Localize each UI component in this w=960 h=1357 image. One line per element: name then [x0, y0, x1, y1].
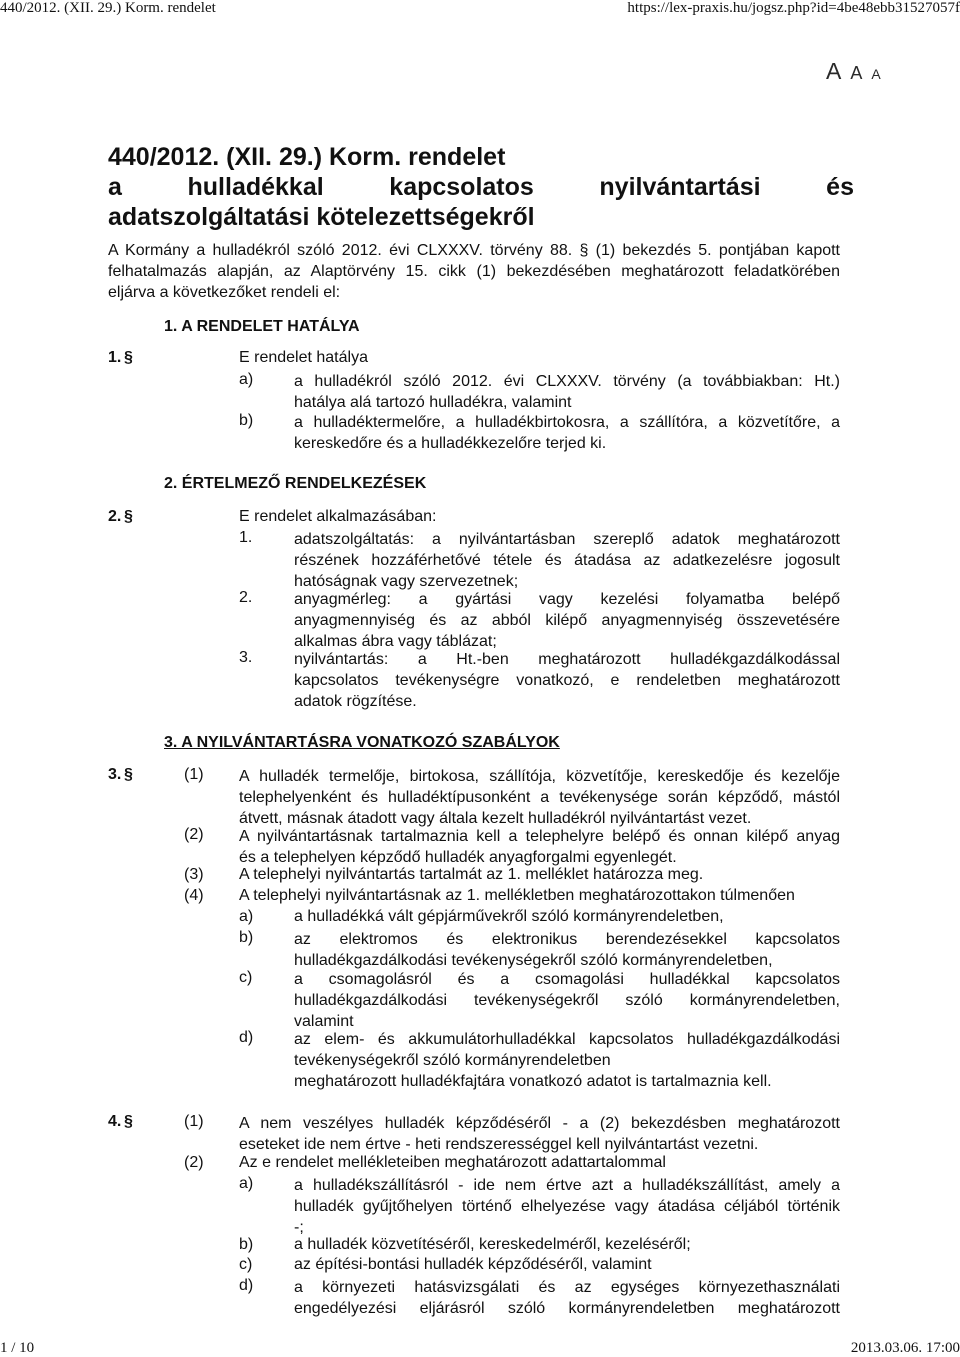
text-line: a hulladékszállításról - ide nem értve azt a hulladékszállítást, amely a	[294, 1177, 840, 1194]
item-label-a: a)	[239, 1175, 254, 1192]
section-3-item-c	[294, 969, 840, 1032]
section-4-item-c: az építési-bontási hulladék képződéséről, valamint	[294, 1256, 652, 1273]
section-sign: §	[124, 1113, 133, 1130]
section-sign: §	[124, 766, 133, 783]
text-line: tevékenységekről szóló kormányrendeletben	[294, 1052, 611, 1069]
section-3-paragraph-1	[239, 766, 840, 829]
text-line: alkalmas ábra vagy táblázat;	[294, 633, 497, 650]
title-line-2: a hulladékkal kapcsolatos nyilvántartási és	[108, 173, 854, 201]
definition-1	[294, 529, 840, 592]
section-3-paragraph-4: A telephelyi nyilvántartásnak az 1. mellékletben meghatározottakon túlmenően	[239, 887, 795, 904]
font-size-large-button[interactable]: A	[826, 58, 842, 84]
text-line: a csomagolásról és a csomagolási hulladékkal kapcsolatos	[294, 971, 840, 988]
text-line: a környezeti hatásvizsgálati és az egységes környezethasználati	[294, 1279, 840, 1296]
text-line: hulladékgazdálkodási tevékenységekről szóló kormányrendeletben,	[294, 992, 840, 1009]
text-line: nyilvántartás: a Ht.-ben meghatározott hulladékgazdálkodással	[294, 651, 840, 668]
item-label-c: c)	[239, 1256, 253, 1273]
text-line: kapcsolatos tevékenységre vonatkozó, e rendeletben meghatározott	[294, 672, 840, 689]
paragraph-number: (2)	[184, 826, 204, 843]
chapter-3-heading: 3. A NYILVÁNTARTÁSRA VONATKOZÓ SZABÁLYOK	[164, 734, 560, 751]
definition-number: 3.	[239, 649, 253, 666]
chapter-2-heading: 2. ÉRTELMEZŐ RENDELKEZÉSEK	[164, 475, 427, 492]
print-header-url: https://lex-praxis.hu/jogsz.php?id=4be48ebb31527057f	[627, 0, 960, 16]
item-label-d: d)	[239, 1029, 254, 1046]
document-title	[108, 142, 854, 232]
preamble-line-2: felhatalmazás alapján, az Alaptörvény 15. cikk (1) bekezdésében meghatározott feladatkörében	[108, 263, 840, 280]
paragraph-number: (1)	[184, 766, 204, 783]
text-line: engedélyezési eljárásról szóló kormányrendeletben meghatározott	[294, 1300, 840, 1317]
section-4-number: 4.	[108, 1113, 122, 1130]
section-3-item-a: a hulladékká vált gépjárművekről szóló kormányrendeletben,	[294, 908, 724, 925]
print-footer-page: 1 / 10	[0, 1340, 35, 1356]
section-4-paragraph-1	[239, 1113, 840, 1155]
section-sign: §	[124, 349, 133, 366]
text-line: részének hozzáférhetővé tétele és átadása az adatkezelésre jogosult	[294, 552, 840, 569]
print-header-title: 440/2012. (XII. 29.) Korm. rendelet	[0, 0, 216, 16]
text-line: A nem veszélyes hulladék képződéséről - a (2) bekezdésben meghatározott	[239, 1115, 840, 1132]
preamble-line-3: eljárva a következőket rendeli el:	[108, 284, 341, 301]
item-label-b: b)	[239, 412, 254, 429]
section-3-item-d	[294, 1029, 840, 1092]
paragraph-number: (4)	[184, 887, 204, 904]
text-line: az elektromos és elektronikus berendezésekkel kapcsolatos	[294, 931, 840, 948]
section-4-paragraph-2: Az e rendelet mellékleteiben meghatározott adattartalommal	[239, 1154, 666, 1171]
title-line-1: 440/2012. (XII. 29.) Korm. rendelet	[108, 143, 506, 171]
text-line: -;	[294, 1219, 304, 1236]
text-line: anyagmérleg: a gyártási vagy kezelési folyamatba belépő	[294, 591, 840, 608]
font-size-switcher	[826, 58, 881, 85]
text-line: adatok rögzítése.	[294, 693, 417, 710]
definition-number: 1.	[239, 529, 253, 546]
item-label-c: c)	[239, 969, 253, 986]
text-line: hulladékgazdálkodási tevékenységekről szóló kormányrendeletben,	[294, 952, 773, 969]
section-4-item-d	[294, 1277, 840, 1317]
text-line: A hulladék termelője, birtokosa, szállítója, közvetítője, kereskedője és kezelője	[239, 768, 840, 785]
preamble	[108, 240, 840, 303]
preamble-line-1: A Kormány a hulladékról szóló 2012. évi CLXXXV. törvény 88. § (1) bekezdés 5. pontjában kapott	[108, 242, 840, 259]
text-line: az elem- és akkumulátorhulladékkal kapcsolatos hulladékgazdálkodási	[294, 1031, 840, 1048]
font-size-medium-button[interactable]: A	[850, 63, 863, 83]
section-1-item-b	[294, 412, 840, 454]
text-line: kereskedőre és a hulladékkezelőre terjed ki.	[294, 435, 607, 452]
section-1-number: 1.	[108, 349, 122, 366]
paragraph-number: (2)	[184, 1154, 204, 1171]
title-line-3: adatszolgáltatási kötelezettségekről	[108, 203, 535, 231]
text-line: valamint	[294, 1013, 354, 1030]
definition-number: 2.	[239, 589, 253, 606]
section-3-paragraph-2	[239, 826, 840, 868]
item-label-d: d)	[239, 1277, 254, 1294]
section-2-number: 2.	[108, 508, 122, 525]
text-line: a hulladékról szóló 2012. évi CLXXXV. törvény (a továbbiakban: Ht.)	[294, 373, 840, 390]
text-line: anyagmennyiség és az abból kilépő anyagmennyiség összevetésére	[294, 612, 840, 629]
font-size-small-button[interactable]: A	[871, 66, 881, 82]
section-3-paragraph-3: A telephelyi nyilvántartás tartalmát az 1. melléklet határozza meg.	[239, 866, 704, 883]
text-line: hatóságnak vagy szervezetnek;	[294, 573, 519, 590]
section-3-number: 3.	[108, 766, 122, 783]
definition-2	[294, 589, 840, 652]
paragraph-number: (1)	[184, 1113, 204, 1130]
text-line: A nyilvántartásnak tartalmaznia kell a telephelyre belépő és onnan kilépő anyag	[239, 828, 840, 845]
section-3-item-b	[294, 929, 840, 971]
text-line: a hulladéktermelőre, a hulladékbirtokosra, a szállítóra, a közvetítőre, a	[294, 414, 840, 431]
paragraph-number: (3)	[184, 866, 204, 883]
text-line: adatszolgáltatás: a nyilvántartásban szereplő adatok meghatározott	[294, 531, 840, 548]
text-line: és a telephelyen képződő hulladék anyagforgalmi egyenlegét.	[239, 849, 677, 866]
text-line: átvett, másnak átadott vagy általa kezelt hulladékról nyilvántartást vezet.	[239, 810, 752, 827]
print-footer-datetime: 2013.03.06. 17:00	[850, 1340, 960, 1356]
text-line: telephelyenként és hulladéktípusonként a tevékenysége során képződő, mástól	[239, 789, 840, 806]
section-2-lead: E rendelet alkalmazásában:	[239, 508, 437, 525]
item-label-a: a)	[239, 371, 254, 388]
item-label-b: b)	[239, 929, 254, 946]
item-label-a: a)	[239, 908, 254, 925]
closing-line: meghatározott hulladékfajtára vonatkozó adatot is tartalmaznia kell.	[294, 1073, 772, 1090]
text-line: eseteket ide nem értve - heti rendszerességgel kell nyilvántartást vezetni.	[239, 1136, 759, 1153]
section-sign: §	[124, 508, 133, 525]
item-label-b: b)	[239, 1236, 254, 1253]
section-1-lead: E rendelet hatálya	[239, 349, 368, 366]
section-4-item-a	[294, 1175, 840, 1238]
text-line: hatálya alá tartozó hulladékra, valamint	[294, 394, 572, 411]
chapter-1-heading: 1. A RENDELET HATÁLYA	[164, 318, 360, 335]
definition-3	[294, 649, 840, 712]
text-line: hulladék gyűjtőhelyen történő elhelyezése vagy átadása céljából történik	[294, 1198, 840, 1215]
section-1-item-a	[294, 371, 840, 413]
section-4-item-b: a hulladék közvetítéséről, kereskedelméről, kezeléséről;	[294, 1236, 691, 1253]
